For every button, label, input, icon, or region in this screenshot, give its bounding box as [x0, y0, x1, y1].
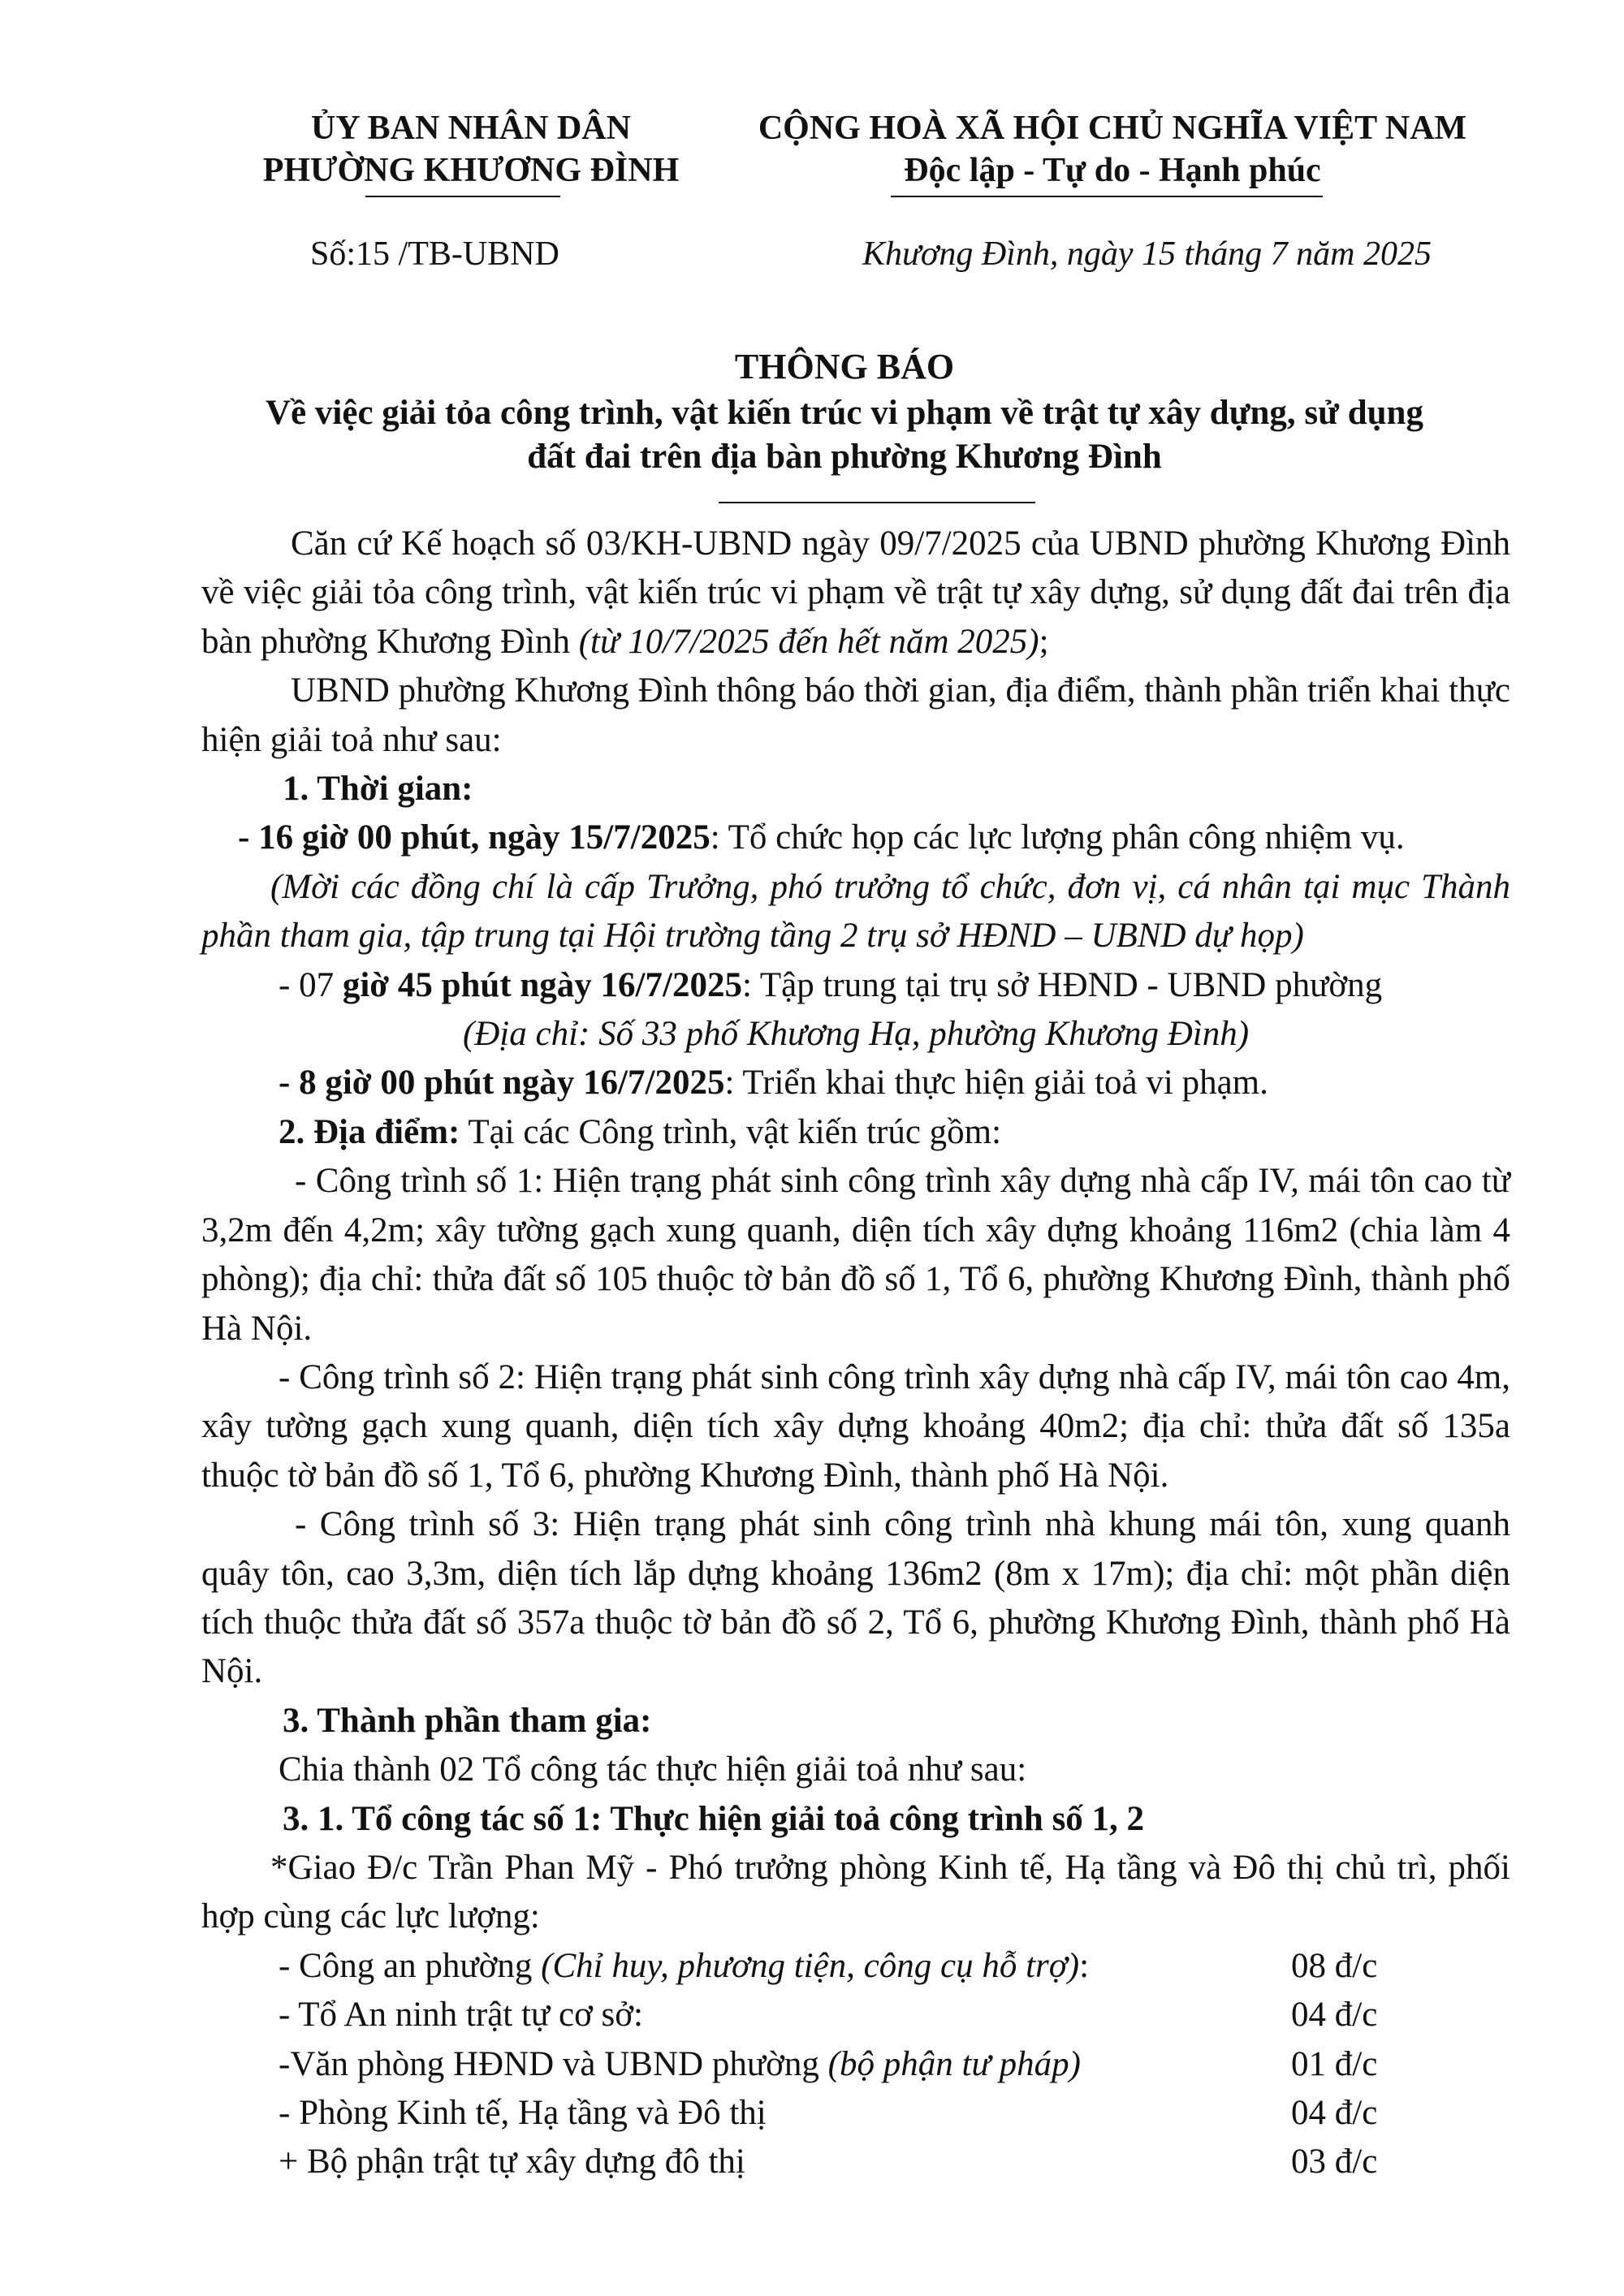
time-item-2-note: (Địa chỉ: Số 33 phố Khương Hạ, phường Khương Đình) — [462, 1015, 1250, 1054]
section-2-line — [201, 1108, 1510, 1157]
force-count: 01 đ/c — [1291, 2044, 1378, 2083]
subtitle-line-2: đất đai trên địa bàn phường Khương Đình — [527, 438, 1162, 476]
section-2-text: Tại các Công trình, vật kiến trúc gồm: — [460, 1112, 1002, 1151]
force-row — [201, 2040, 1510, 2089]
force-label-text: + Bộ phận trật tự xây dựng đô thị — [279, 2143, 745, 2182]
subtitle-line-1: Về việc giải tỏa công trình, vật kiến trúc vi phạm về trật tự xây dựng, sử dụng — [266, 394, 1423, 432]
issuer-line-2: PHƯỜNG KHƯƠNG ĐÌNH — [262, 152, 680, 189]
basis-period: (từ 10/7/2025 đến hết năm 2025) — [578, 622, 1039, 661]
section-3-1-heading: 3. 1. Tổ công tác số 1: Thực hiện giải toả công trình số 1, 2 — [283, 1799, 1145, 1838]
force-note: (Chỉ huy, phương tiện, công cụ hỗ trợ) — [541, 1946, 1080, 1985]
force-label-text: -Văn phòng HĐND và UBND phường — [279, 2044, 828, 2083]
force-note: (bộ phận tư pháp) — [827, 2044, 1081, 2083]
force-count: 04 đ/c — [1291, 2094, 1378, 2132]
document-subtitle — [171, 391, 1518, 479]
issuer-line-1: ỦY BAN NHÂN DÂN — [311, 110, 631, 147]
force-label — [279, 2040, 1081, 2089]
force-row — [201, 1991, 1510, 2039]
force-row — [201, 2138, 1510, 2186]
issuer-underline — [365, 196, 560, 197]
force-label — [279, 1942, 1089, 1991]
site-3-paragraph: - Công trình số 3: Hiện trạng phát sinh công trình nhà khung mái tôn, xung quanh quây tôn, cao 3,3m, diện tích lắp dựng khoảng 136m2 (8m x 17m); địa chỉ: một phần diện tích thuộc thửa đất số 357a thuộc tờ bản đồ số 2, Tổ 6, phường Khương Đình, thành phố Hà Nội. — [201, 1505, 1510, 1691]
section-3-heading: 3. Thành phần tham gia: — [283, 1701, 652, 1740]
title-underline — [719, 502, 1035, 503]
intro-paragraph: UBND phường Khương Đình thông báo thời gian, địa điểm, thành phần triển khai thực hiện giải toả như sau: — [201, 671, 1510, 759]
force-count: 03 đ/c — [1291, 2143, 1378, 2182]
time-item-3-bold: - 8 giờ 00 phút ngày 16/7/2025 — [279, 1064, 725, 1103]
time-item-1-note: (Mời các đồng chí là cấp Trưởng, phó trưởng tổ chức, đơn vị, cá nhân tại mục Thành phần tham gia, tập trung tại Hội trường tầng 2 trụ sở HĐND – UBND dự họp) — [201, 867, 1510, 956]
national-header — [723, 107, 1502, 192]
document-number: Số:15 /TB-UBND — [310, 235, 559, 273]
force-label-text: - Công an phường — [279, 1946, 542, 1985]
document-title: THÔNG BÁO — [734, 347, 955, 386]
place-date: Khương Đình, ngày 15 tháng 7 năm 2025 — [862, 235, 1432, 273]
time-item-1 — [201, 814, 1510, 862]
time-item-2-bold: giờ 45 phút ngày 16/7/2025 — [342, 965, 742, 1004]
force-label — [279, 2138, 745, 2186]
force-label-text: - Phòng Kinh tế, Hạ tầng và Đô thị — [279, 2094, 767, 2132]
force-row — [201, 2089, 1510, 2138]
section-3-1-text: *Giao Đ/c Trần Phan Mỹ - Phó trưởng phòng Kinh tế, Hạ tầng và Đô thị chủ trì, phối hợp cùng các lực lượng: — [201, 1848, 1510, 1936]
motto-underline — [891, 196, 1323, 197]
national-motto-line-2: Độc lập - Tự do - Hạnh phúc — [904, 152, 1321, 189]
time-item-2 — [201, 961, 1510, 1010]
force-suffix: : — [1079, 1946, 1090, 1985]
section-1-heading: 1. Thời gian: — [283, 770, 473, 809]
section-2-heading: 2. Địa điểm: — [279, 1112, 460, 1151]
section-3-text: Chia thành 02 Tổ công tác thực hiện giải toả như sau: — [279, 1750, 1027, 1789]
time-item-1-bold: - 16 giờ 00 phút, ngày 15/7/2025 — [238, 818, 710, 857]
time-item-3 — [201, 1059, 1510, 1107]
site-2-paragraph: - Công trình số 2: Hiện trạng phát sinh công trình xây dựng nhà cấp IV, mái tôn cao 4m, xây tường gạch xung quanh, diện tích xây dựng khoảng 40m2; địa chỉ: thửa đất số 135a thuộc tờ bản đồ số 1, Tổ 6, phường Khương Đình, thành phố Hà Nội. — [201, 1357, 1510, 1495]
basis-text: Căn cứ Kế hoạch số 03/KH-UBND ngày 09/7/2025 của UBND phường Khương Đình về việc giải tỏa công trình, vật kiến trúc vi phạm về trật tự xây dựng, sử dụng đất đai trên địa bàn phường Khương Đình — [201, 524, 1510, 661]
force-label — [279, 2089, 767, 2138]
force-label-text: - Tổ An ninh trật tự cơ sở: — [279, 1996, 643, 2035]
basis-end: ; — [1039, 622, 1049, 661]
document-body — [201, 520, 1510, 2187]
time-item-1-text: : Tổ chức họp các lực lượng phân công nhiệm vụ. — [710, 818, 1405, 857]
site-1-paragraph: - Công trình số 1: Hiện trạng phát sinh công trình xây dựng nhà cấp IV, mái tôn cao từ 3,2m đến 4,2m; xây tường gạch xung quanh, diện tích xây dựng khoảng 116m2 (chia làm 4 phòng); địa chỉ: thửa đất số 105 thuộc tờ bản đồ số 1, Tổ 6, phường Khương Đình, thành phố Hà Nội. — [201, 1162, 1510, 1348]
force-count: 04 đ/c — [1291, 1996, 1378, 2035]
time-item-2-text: : Tập trung tại trụ sở HĐND - UBND phường — [741, 965, 1383, 1004]
time-item-3-text: : Triển khai thực hiện giải toả vi phạm. — [724, 1064, 1268, 1103]
national-motto-line-1: CỘNG HOÀ XÃ HỘI CHỦ NGHĨA VIỆT NAM — [758, 110, 1467, 147]
issuer-header — [235, 107, 706, 192]
time-item-2-prefix: - 07 — [279, 965, 343, 1004]
basis-paragraph — [201, 520, 1510, 667]
force-row — [201, 1942, 1510, 1991]
force-label — [279, 1991, 643, 2039]
force-count: 08 đ/c — [1291, 1946, 1378, 1985]
